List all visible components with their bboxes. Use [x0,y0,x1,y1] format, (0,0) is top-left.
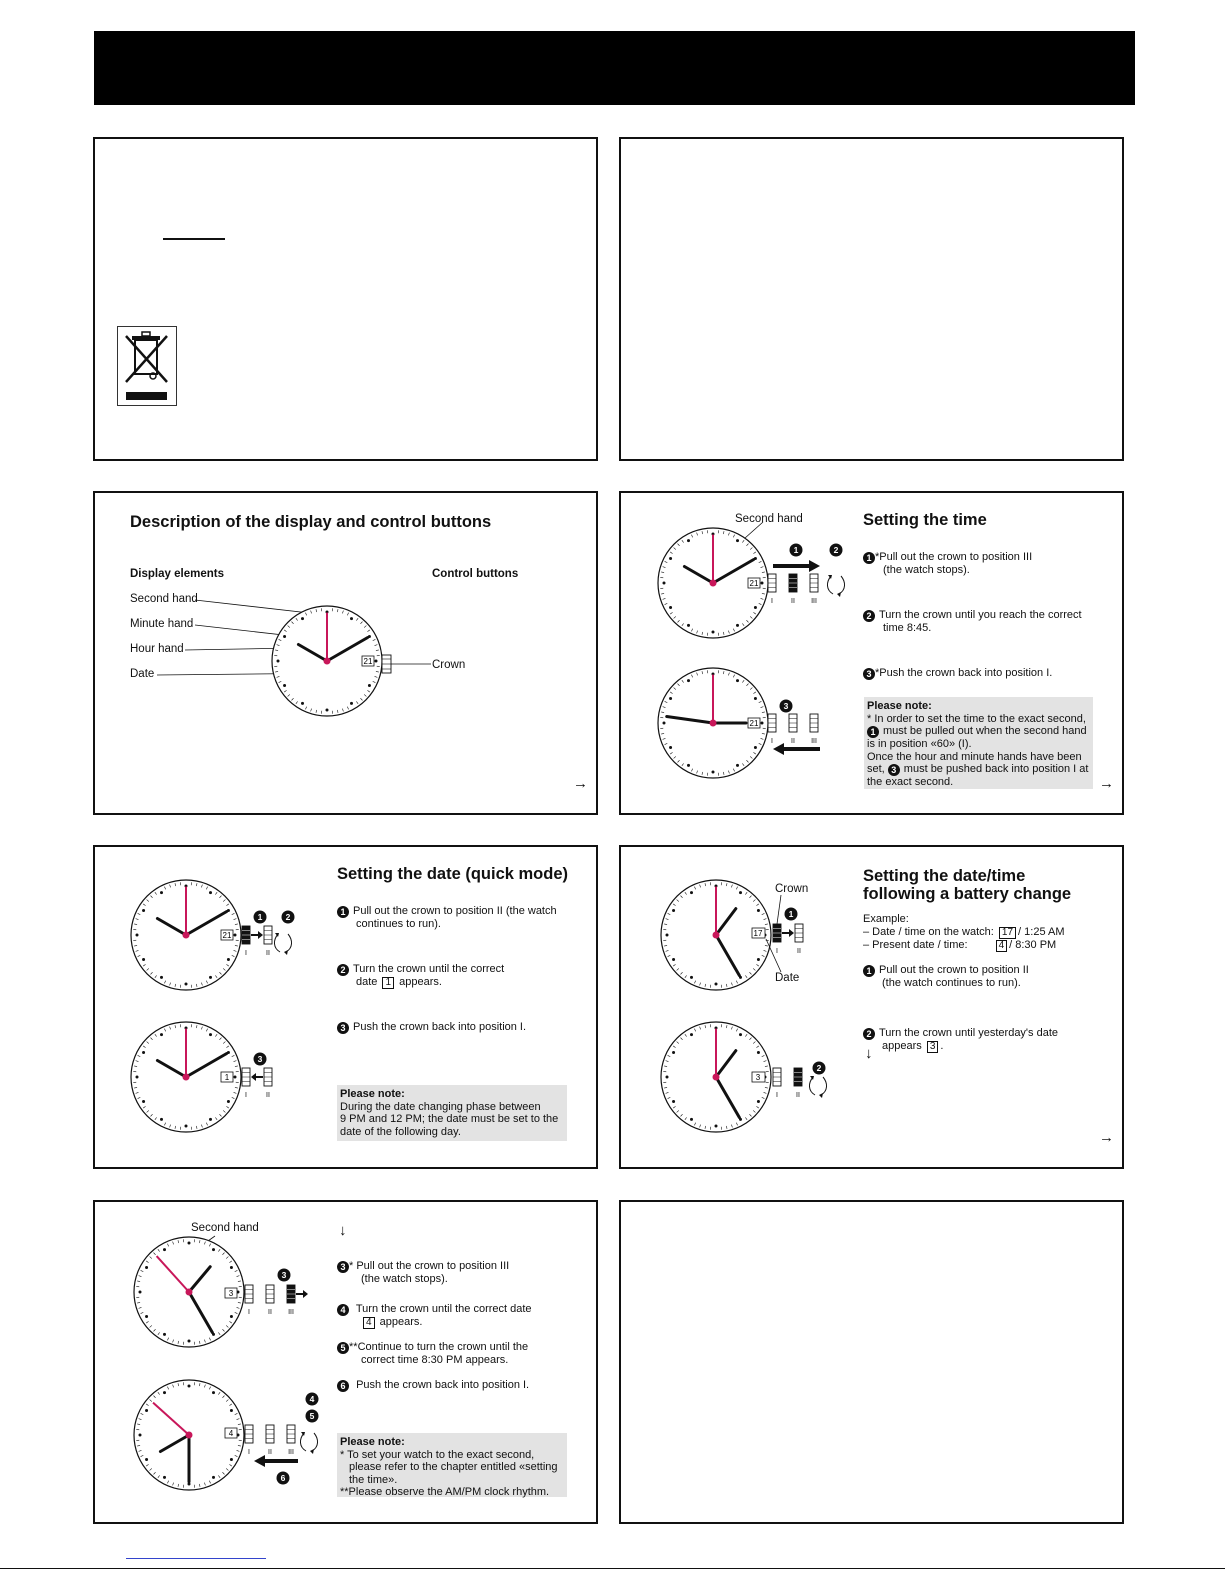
svg-text:I: I [776,948,778,955]
step-number-badge [790,544,803,557]
step-5: 5 **Continue to turn the crown until the [337,1341,528,1354]
label-second-hand: Second hand [735,513,803,525]
note-box: Please note: During the date changing phase between 9 PM and 12 PM; the date must be set to the date of the following day. [337,1085,567,1141]
step-number-badge [254,1053,267,1066]
svg-text:II: II [791,738,795,745]
label-second-hand: Second hand [191,1222,259,1234]
footer-rule [0,1568,1225,1569]
step-1: 1 Pull out the crown to position II [863,964,1029,977]
control-buttons-heading: Control buttons [432,568,519,580]
step-number-badge [254,911,267,924]
step-number-badge [306,1393,319,1406]
section-title: Setting the time [863,511,987,529]
panel-blank-bottom [619,1200,1124,1524]
display-elements-heading: Display elements [130,568,224,580]
label-crown: Crown [432,659,466,671]
page-title: Description of the display and control buttons [130,513,492,531]
watch-diagram-time [621,493,1126,817]
step-2: 2 Turn the crown until yesterday's date [863,1027,1058,1040]
date-window: 21 [363,657,373,666]
step-1-cont: (the watch continues to run). [882,977,1021,989]
svg-text:2: 2 [285,912,291,922]
svg-text:II: II [797,948,801,955]
example-line-1: – Date / time on the watch: 17 / 1:25 AM [863,926,1065,938]
step-5-cont: correct time 8:30 PM appears. [361,1354,509,1366]
step-2-cont: appears 3 . [882,1040,944,1052]
example-line-2: – Present date / time: 4 / 8:30 PM [863,939,1057,951]
svg-text:4: 4 [228,1429,234,1438]
step-number-badge [813,1062,826,1075]
crown-positions [245,1425,295,1456]
step-3-cont: (the watch stops). [361,1273,448,1285]
svg-text:21: 21 [749,579,759,588]
crown-positions [773,924,803,955]
step-3: 3 Push the crown back into position I. [337,1021,526,1034]
label-date: Date [775,972,800,984]
crown-positions [768,574,818,605]
crown-positions [242,1068,272,1099]
step-number-badge [282,911,295,924]
svg-text:3: 3 [257,1054,263,1064]
svg-text:4: 4 [309,1394,315,1404]
step-number-badge [785,908,798,921]
svg-text:21: 21 [222,931,232,940]
weee-bin-icon [117,326,177,406]
watch-diagram-battery-cont [95,1202,600,1526]
panel-setting-date [93,845,598,1169]
rotate-arrow-icon [300,1432,317,1454]
label-second-hand: Second hand [130,593,198,605]
step-3: 3 * Pull out the crown to position III [337,1260,509,1273]
step-number-badge [306,1410,319,1423]
svg-text:3: 3 [281,1270,287,1280]
step-1-cont: continues to run). [356,918,441,930]
svg-text:17: 17 [753,929,763,938]
step-number-badge [277,1472,290,1485]
svg-text:1: 1 [257,912,263,922]
panel-battery-change [619,845,1124,1169]
svg-text:III: III [811,598,817,605]
svg-text:II: II [268,1449,272,1456]
svg-text:II: II [791,598,795,605]
note-box: Please note: * To set your watch to the exact second, please refer to the chapter entitled «setting the time». **Please observe the AM/PM clock rhythm. [337,1433,567,1497]
step-4-cont: 4 appears. [361,1316,422,1329]
svg-text:21: 21 [749,719,759,728]
next-page-arrow: → [573,775,588,792]
section-title: Setting the date (quick mode) [337,865,569,883]
crown-positions [245,1285,308,1316]
step-2: 2 Turn the crown until the correct [337,963,504,976]
svg-text:5: 5 [309,1411,315,1421]
step-1: 1 *Pull out the crown to position III [863,551,1032,564]
crown-positions [773,1068,802,1099]
svg-text:II: II [266,1092,270,1099]
rotate-arrow-icon [274,933,291,955]
step-6: 6 Push the crown back into position I. [337,1379,529,1392]
header-bar [94,31,1135,105]
step-number-badge [278,1269,291,1282]
step-number-badge [780,700,793,713]
section-title: Setting the date/time following a battery change [863,867,1072,903]
label-minute-hand: Minute hand [130,618,194,630]
svg-text:I: I [245,1092,247,1099]
note-box: Please note: * In order to set the time to the exact second, 1 must be pulled out when the second hand is in position «60» (I). Once the hour and minute hands have been set, 3 must be pushed back into position I at the exact second. [864,697,1093,789]
svg-text:I: I [771,738,773,745]
rotate-arrow-icon [809,1076,826,1098]
svg-text:1: 1 [793,545,799,555]
svg-text:III: III [288,1449,294,1456]
svg-text:I: I [776,1092,778,1099]
svg-text:3: 3 [755,1073,761,1082]
svg-text:6: 6 [280,1473,286,1483]
panel-disposal [93,137,598,461]
step-2: 2 Turn the crown until you reach the correct [863,609,1082,622]
step-1-cont: (the watch stops). [883,564,970,576]
step-2-cont: time 8:45. [883,622,932,634]
rotate-arrow-icon [827,575,844,597]
crown-positions [242,926,272,957]
svg-text:I: I [245,950,247,957]
watch-diagram-description [95,493,600,817]
svg-text:II: II [266,950,270,957]
svg-text:2: 2 [833,545,839,555]
divider [163,238,225,240]
watch-diagram-date [95,847,600,1171]
panel-battery-change-cont [93,1200,598,1524]
svg-text:2: 2 [816,1063,822,1073]
crown-positions [768,714,818,745]
svg-text:III: III [288,1309,294,1316]
example-heading: Example: [863,913,909,925]
continue-down-arrow: ↓ [339,1222,347,1239]
next-page-arrow: → [1099,775,1114,792]
next-page-arrow: → [1099,1129,1114,1146]
step-1: 1 Pull out the crown to position II (the watch [337,905,557,918]
label-hour-hand: Hour hand [130,643,184,655]
panel-description [93,491,598,815]
watch-diagram-battery [621,847,1126,1171]
panel-setting-time [619,491,1124,815]
step-3: 3 *Push the crown back into position I. [863,667,1052,680]
label-date: Date [130,668,155,680]
svg-text:3: 3 [783,701,789,711]
step-number-badge [830,544,843,557]
svg-text:I: I [248,1449,250,1456]
svg-text:3: 3 [228,1289,234,1298]
footer-link-underline [126,1558,266,1559]
svg-text:III: III [811,738,817,745]
svg-text:I: I [248,1309,250,1316]
svg-text:1: 1 [788,909,794,919]
panel-blank-top [619,137,1124,461]
step-4: 4 Turn the crown until the correct date [337,1303,532,1316]
svg-text:II: II [796,1092,800,1099]
step-2-cont: date 1 appears. [356,976,442,988]
continue-down-arrow: ↓ [865,1045,873,1062]
svg-text:I: I [771,598,773,605]
svg-text:1: 1 [224,1073,230,1082]
label-crown: Crown [775,883,809,895]
svg-text:II: II [268,1309,272,1316]
